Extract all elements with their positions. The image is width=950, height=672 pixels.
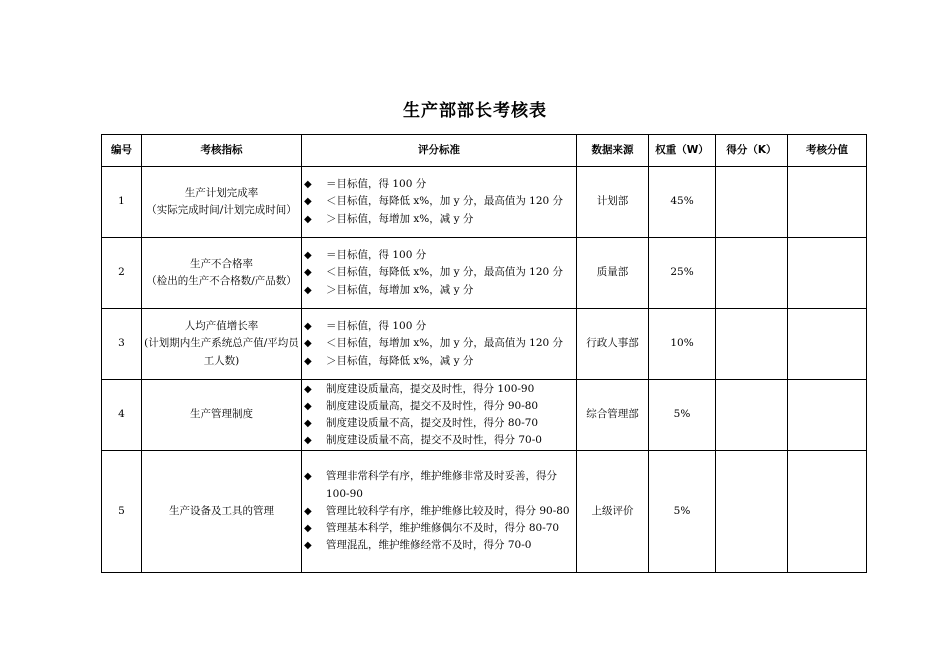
criteria-text: 管理混乱，维护维修经常不及时，得分 70-0 xyxy=(326,539,532,552)
criteria-text: ＜目标值，每增加 x%，加 y 分，最高值为 120 分 xyxy=(326,337,564,350)
criteria-item xyxy=(304,415,572,432)
criteria-item xyxy=(304,335,572,352)
table-header-row xyxy=(102,135,867,167)
indicator-name: 生产管理制度 xyxy=(190,408,253,421)
indicator-name: 人均产值增长率 xyxy=(184,320,259,333)
weight-value: 45% xyxy=(649,167,716,238)
header-value: 考核分值 xyxy=(788,135,867,167)
table-row xyxy=(102,380,867,451)
diamond-bullet-icon: ◆ xyxy=(304,355,312,367)
indicator-name: 生产设备及工具的管理 xyxy=(169,504,274,517)
header-weight: 权重（W） xyxy=(649,135,716,167)
criteria-cell xyxy=(302,238,577,309)
row-number: 2 xyxy=(102,238,142,309)
criteria-text: 制度建设质量高，提交不及时性，得分 90-80 xyxy=(326,399,539,412)
indicator-cell xyxy=(142,380,302,451)
table-row xyxy=(102,238,867,309)
indicator-formula: (计划期内生产系统总产值/平均员工人数) xyxy=(144,337,299,367)
indicator-name: 生产不合格率 xyxy=(190,257,253,270)
diamond-bullet-icon: ◆ xyxy=(304,505,312,517)
row-number: 4 xyxy=(102,380,142,451)
criteria-text: ＝目标值，得 100 分 xyxy=(326,320,427,333)
criteria-item xyxy=(304,520,572,537)
criteria-item xyxy=(304,211,572,228)
diamond-bullet-icon: ◆ xyxy=(304,338,312,350)
criteria-text: ＝目标值，得 100 分 xyxy=(326,178,427,191)
indicator-cell xyxy=(142,451,302,573)
weight-value: 5% xyxy=(649,451,716,573)
assessment-value-cell xyxy=(788,380,867,451)
data-source: 计划部 xyxy=(577,167,649,238)
criteria-item xyxy=(304,503,572,520)
criteria-text: 管理基本科学，维护维修偶尔不及时，得分 80-70 xyxy=(326,522,560,535)
criteria-item xyxy=(304,282,572,299)
diamond-bullet-icon: ◆ xyxy=(304,471,312,483)
criteria-item xyxy=(304,247,572,264)
diamond-bullet-icon: ◆ xyxy=(304,523,312,535)
criteria-item xyxy=(304,381,572,398)
score-cell xyxy=(716,238,788,309)
diamond-bullet-icon: ◆ xyxy=(304,179,312,191)
indicator-cell xyxy=(142,238,302,309)
criteria-text: 制度建设质量不高，提交及时性，得分 80-70 xyxy=(326,417,539,429)
table-row xyxy=(102,451,867,573)
criteria-text: 管理比较科学有序，维护维修比较及时，得分 90-80 xyxy=(326,504,570,517)
row-number: 3 xyxy=(102,309,142,380)
diamond-bullet-icon: ◆ xyxy=(304,418,312,429)
criteria-text: ＞目标值，每增加 x%，减 y 分 xyxy=(326,283,474,296)
diamond-bullet-icon: ◆ xyxy=(304,540,312,552)
header-criteria: 评分标准 xyxy=(302,135,577,167)
header-source: 数据来源 xyxy=(577,135,649,167)
criteria-text: ＞目标值，每降低 x%，减 y 分 xyxy=(326,354,474,367)
criteria-text: 制度建设质量高，提交及时性，得分 100-90 xyxy=(326,382,535,395)
indicator-name: 生产计划完成率 xyxy=(184,186,259,199)
diamond-bullet-icon: ◆ xyxy=(304,383,312,395)
assessment-value-cell xyxy=(788,238,867,309)
criteria-cell xyxy=(302,309,577,380)
diamond-bullet-icon: ◆ xyxy=(304,435,312,447)
data-source: 上级评价 xyxy=(577,451,649,573)
table-row xyxy=(102,309,867,380)
indicator-cell xyxy=(142,309,302,380)
row-number: 1 xyxy=(102,167,142,238)
score-cell xyxy=(716,380,788,451)
assessment-value-cell xyxy=(788,167,867,238)
criteria-cell xyxy=(302,451,577,573)
diamond-bullet-icon: ◆ xyxy=(304,400,312,412)
document-title: 生产部部长考核表 xyxy=(403,101,547,121)
data-source: 综合管理部 xyxy=(577,380,649,451)
weight-value: 10% xyxy=(649,309,716,380)
score-cell xyxy=(716,167,788,238)
criteria-text: ＝目标值，得 100 分 xyxy=(326,249,427,262)
assessment-table xyxy=(101,134,867,573)
criteria-text: ＜目标值，每降低 x%，加 y 分，最高值为 120 分 xyxy=(326,195,564,208)
criteria-text: ＜目标值，每降低 x%，加 y 分，最高值为 120 分 xyxy=(326,266,564,279)
criteria-item xyxy=(304,318,572,335)
criteria-text: 制度建设质量不高，提交不及时性，得分 70-0 xyxy=(326,434,542,447)
header-number: 编号 xyxy=(102,135,142,167)
criteria-item xyxy=(304,353,572,370)
header-indicator: 考核指标 xyxy=(142,135,302,167)
data-source: 行政人事部 xyxy=(577,309,649,380)
criteria-item xyxy=(304,398,572,415)
criteria-cell xyxy=(302,380,577,451)
row-number: 5 xyxy=(102,451,142,573)
diamond-bullet-icon: ◆ xyxy=(304,250,312,262)
data-source: 质量部 xyxy=(577,238,649,309)
weight-value: 25% xyxy=(649,238,716,309)
assessment-value-cell xyxy=(788,309,867,380)
diamond-bullet-icon: ◆ xyxy=(304,267,312,279)
diamond-bullet-icon: ◆ xyxy=(304,196,312,208)
criteria-item xyxy=(304,537,572,554)
score-cell xyxy=(716,309,788,380)
criteria-item xyxy=(304,264,572,281)
criteria-item xyxy=(304,468,572,502)
diamond-bullet-icon: ◆ xyxy=(304,213,312,225)
assessment-value-cell xyxy=(788,451,867,573)
diamond-bullet-icon: ◆ xyxy=(304,321,312,333)
criteria-cell xyxy=(302,167,577,238)
indicator-formula: （检出的生产不合格数/产品数） xyxy=(146,275,297,287)
criteria-text: 管理非常科学有序，维护维修非常及时妥善，得分 100-90 xyxy=(326,470,557,500)
table-row xyxy=(102,167,867,238)
diamond-bullet-icon: ◆ xyxy=(304,284,312,296)
indicator-cell xyxy=(142,167,302,238)
indicator-formula: （实际完成时间/计划完成时间） xyxy=(146,204,297,216)
criteria-item xyxy=(304,193,572,210)
criteria-item xyxy=(304,176,572,193)
weight-value: 5% xyxy=(649,380,716,451)
criteria-item xyxy=(304,432,572,449)
score-cell xyxy=(716,451,788,573)
header-score: 得分（K） xyxy=(716,135,788,167)
criteria-text: ＞目标值，每增加 x%，减 y 分 xyxy=(326,212,474,225)
